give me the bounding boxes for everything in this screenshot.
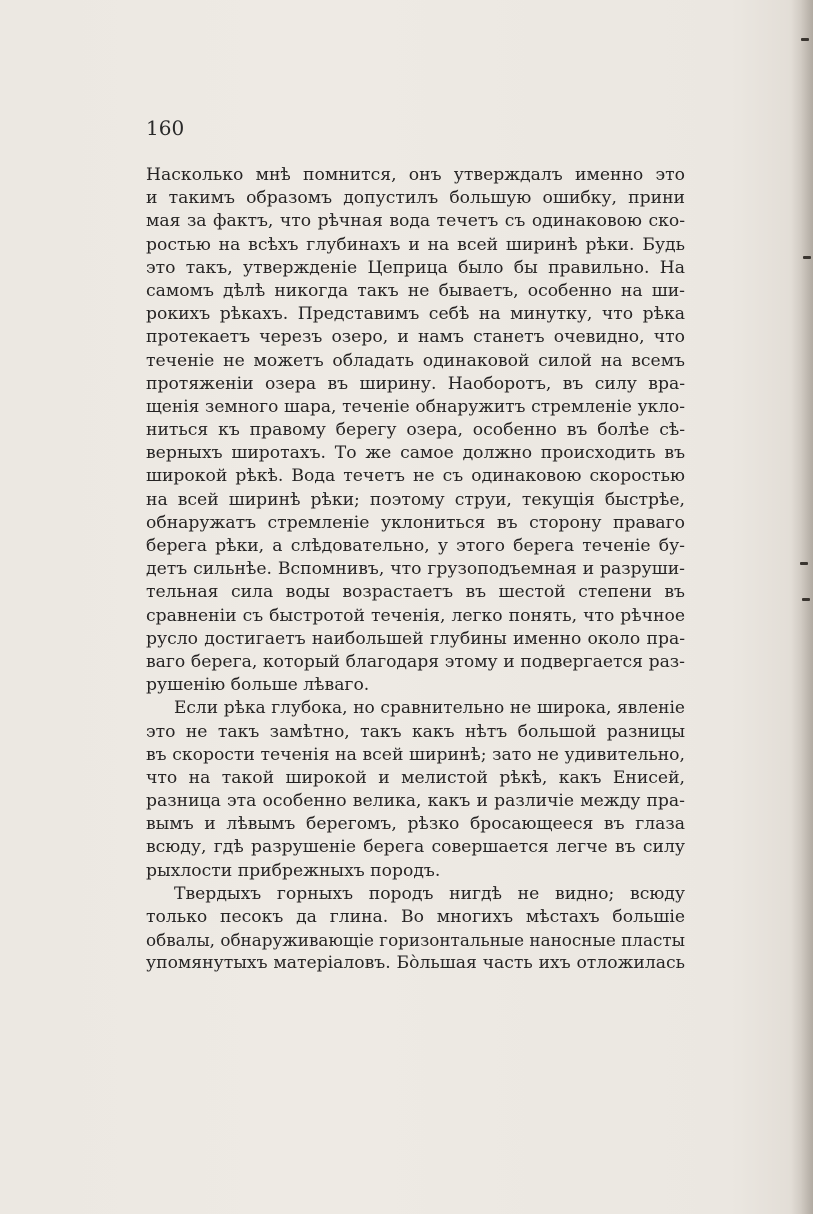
page-edge-shadow xyxy=(791,0,813,1214)
text-line: что на такой широкой и мелистой рѣкѣ, какъ Енисей, xyxy=(146,767,685,788)
text-line: всюду, гдѣ разрушеніе берега совершается легче въ силу xyxy=(146,837,685,858)
body-text xyxy=(146,164,685,976)
text-line: рушенію больше лѣваго. xyxy=(146,675,370,696)
paragraph-2 xyxy=(146,697,685,883)
text-line: Насколько мнѣ помнится, онъ утверждалъ именно это xyxy=(146,165,685,185)
paragraph-3 xyxy=(146,883,685,976)
margin-mark xyxy=(803,256,811,259)
text-line: Если рѣка глубока, но сравнительно не широка, явленіе xyxy=(174,698,685,719)
text-line: это такъ, утвержденіе Цеприца было бы правильно. На xyxy=(146,257,685,278)
margin-mark xyxy=(802,598,810,601)
text-line: тельная сила воды возрастаетъ въ шестой степени въ xyxy=(146,582,685,603)
text-line: широкой рѣкѣ. Вода течетъ не съ одинаковою скоростью xyxy=(146,466,685,487)
text-line: щенія земного шара, теченіе обнаружитъ стремленіе укло- xyxy=(146,396,685,417)
text-line: протекаетъ черезъ озеро, и намъ станетъ очевидно, что xyxy=(146,327,685,348)
text-line: сравненіи съ быстротой теченія, легко понять, что рѣчное xyxy=(146,605,685,626)
text-line: самомъ дѣлѣ никогда такъ не бываетъ, особенно на ши- xyxy=(146,280,685,301)
text-line: вымъ и лѣвымъ берегомъ, рѣзко бросающееся въ глаза xyxy=(146,814,685,835)
text-line: берега рѣки, а слѣдовательно, у этого берега теченіе бу- xyxy=(146,536,685,556)
text-line: русло достигаетъ наибольшей глубины именно около пра- xyxy=(146,628,685,649)
text-line: Твердыхъ горныхъ породъ нигдѣ не видно; всюду xyxy=(174,883,685,904)
text-line: упомянутыхъ матеріаловъ. Бо̀льшая часть ихъ отложилась xyxy=(146,953,685,974)
text-line: только песокъ да глина. Во многихъ мѣстахъ большіе xyxy=(146,907,685,927)
text-line: и такимъ образомъ допустилъ большую ошибку, прини xyxy=(146,188,685,209)
text-line: это не такъ замѣтно, такъ какъ нѣтъ большой разницы xyxy=(146,721,685,742)
text-line: обнаружатъ стремленіе уклониться въ сторону праваго xyxy=(146,512,685,533)
text-line: протяженіи озера въ ширину. Наоборотъ, въ силу вра- xyxy=(146,373,685,394)
text-line: детъ сильнѣе. Вспомнивъ, что грузоподъемная и разруши- xyxy=(146,559,685,580)
text-line: на всей ширинѣ рѣки; поэтому струи, текущія быстрѣе, xyxy=(146,489,685,510)
text-line: рокихъ рѣкахъ. Представимъ себѣ на минутку, что рѣка xyxy=(146,304,685,325)
margin-mark xyxy=(801,38,809,41)
text-line: верныхъ широтахъ. То же самое должно происходить въ xyxy=(146,443,685,464)
text-line: теченіе не можетъ обладать одинаковой силой на всемъ xyxy=(146,350,685,371)
text-line: рыхлости прибрежныхъ породъ. xyxy=(146,860,441,881)
text-line: разница эта особенно велика, какъ и различіе между пра- xyxy=(146,791,685,812)
text-line: обвалы, обнаруживающіе горизонтальные наносные пласты xyxy=(146,930,685,951)
margin-mark xyxy=(800,562,808,565)
page-number: 160 xyxy=(146,116,185,140)
text-line: мая за фактъ, что рѣчная вода течетъ съ одинаковою ско- xyxy=(146,211,685,232)
paragraph-1 xyxy=(146,164,685,697)
text-line: ваго берега, который благодаря этому и подвергается раз- xyxy=(146,651,685,672)
text-line: ростью на всѣхъ глубинахъ и на всей ширинѣ рѣки. Будь xyxy=(146,234,685,255)
text-line: ниться къ правому берегу озера, особенно въ болѣе сѣ- xyxy=(146,420,685,441)
text-line: въ скорости теченія на всей ширинѣ; зато не удивительно, xyxy=(146,744,685,765)
